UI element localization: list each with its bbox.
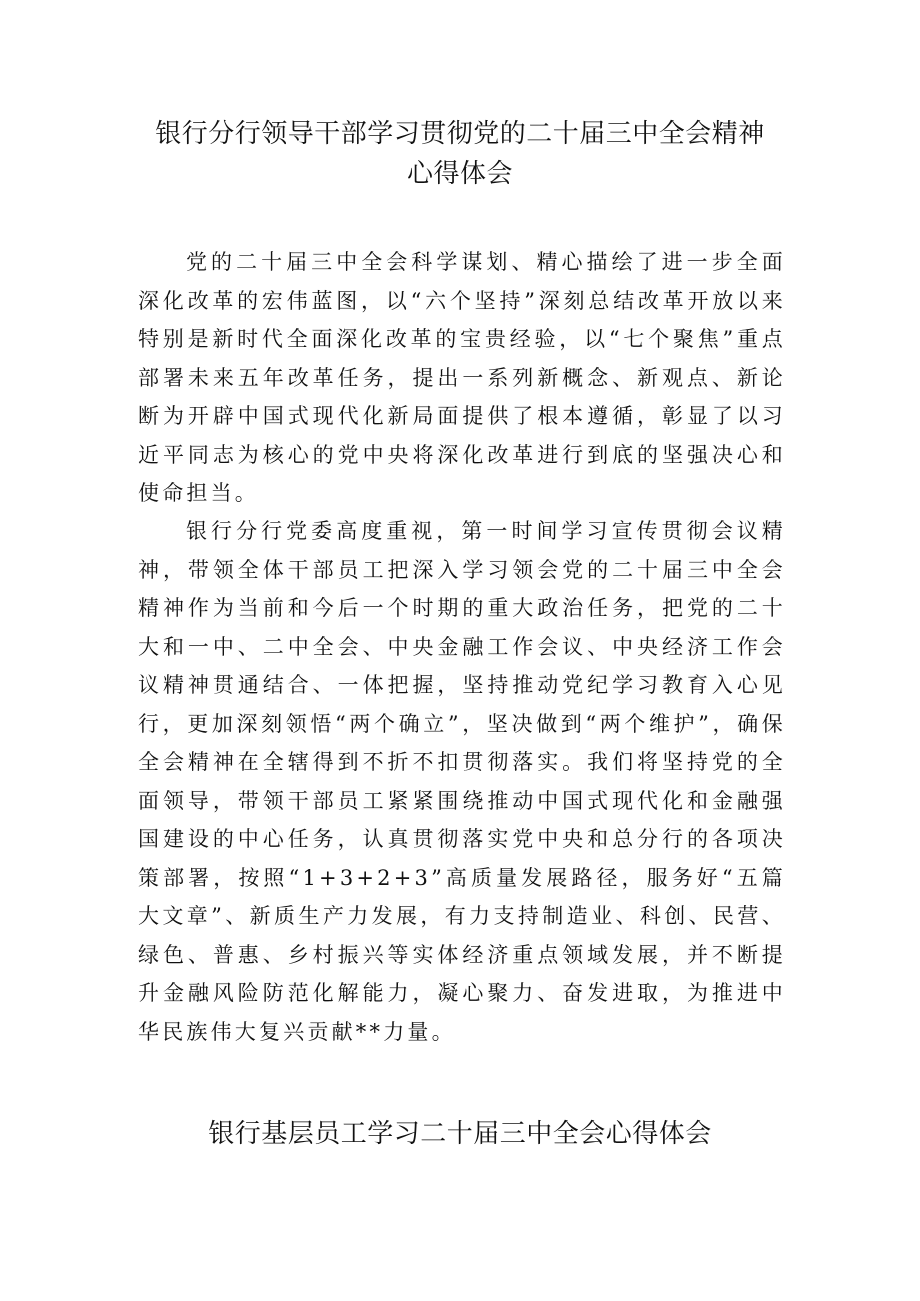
body-paragraph-1: 党的二十届三中全会科学谋划、精心描绘了进一步全面深化改革的宏伟蓝图，以“六个坚持”深刻总结改革开放以来特别是新时代全面深化改革的宝贵经验，以“七个聚焦”重点部署未来五年改革任务，提出一系列新概念、新观点、新论断为开辟中国式现代化新局面提供了根本遵循，彰显了以习近平同志为核心的党中央将深化改革进行到底的坚强决心和使命担当。 <box>138 250 786 505</box>
body-paragraph-2: 银行分行党委高度重视，第一时间学习宣传贯彻会议精神，带领全体干部员工把深入学习领会党的二十届三中全会精神作为当前和今后一个时期的重大政治任务，把党的二十大和一中、二中全会、中央金融工作会议、中央经济工作会议精神贯通结合、一体把握，坚持推动党纪学习教育入心见行，更加深刻领悟“两个确立”，坚决做到“两个维护”，确保全会精神在全辖得到不折不扣贯彻落实。我们将坚持党的全面领导，带领干部员工紧紧围绕推动中国式现代化和金融强国建设的中心任务，认真贯彻落实党中央和总分行的各项决策部署，按照“1+3+2+3”高质量发展路径，服务好“五篇大文章”、新质生产力发展，有力支持制造业、科创、民营、绿色、普惠、乡村振兴等实体经济重点领域发展，并不断提升金融风险防范化解能力，凝心聚力、奋发进取，为推进中华民族伟大复兴贡献**力量。 <box>138 519 786 1044</box>
article-title-line-2: 心得体会 <box>406 159 513 189</box>
second-article-title: 银行基层员工学习二十届三中全会心得体会 <box>208 1119 712 1149</box>
article-title-line-1: 银行分行领导干部学习贯彻党的二十届三中全会精神 <box>155 119 765 149</box>
